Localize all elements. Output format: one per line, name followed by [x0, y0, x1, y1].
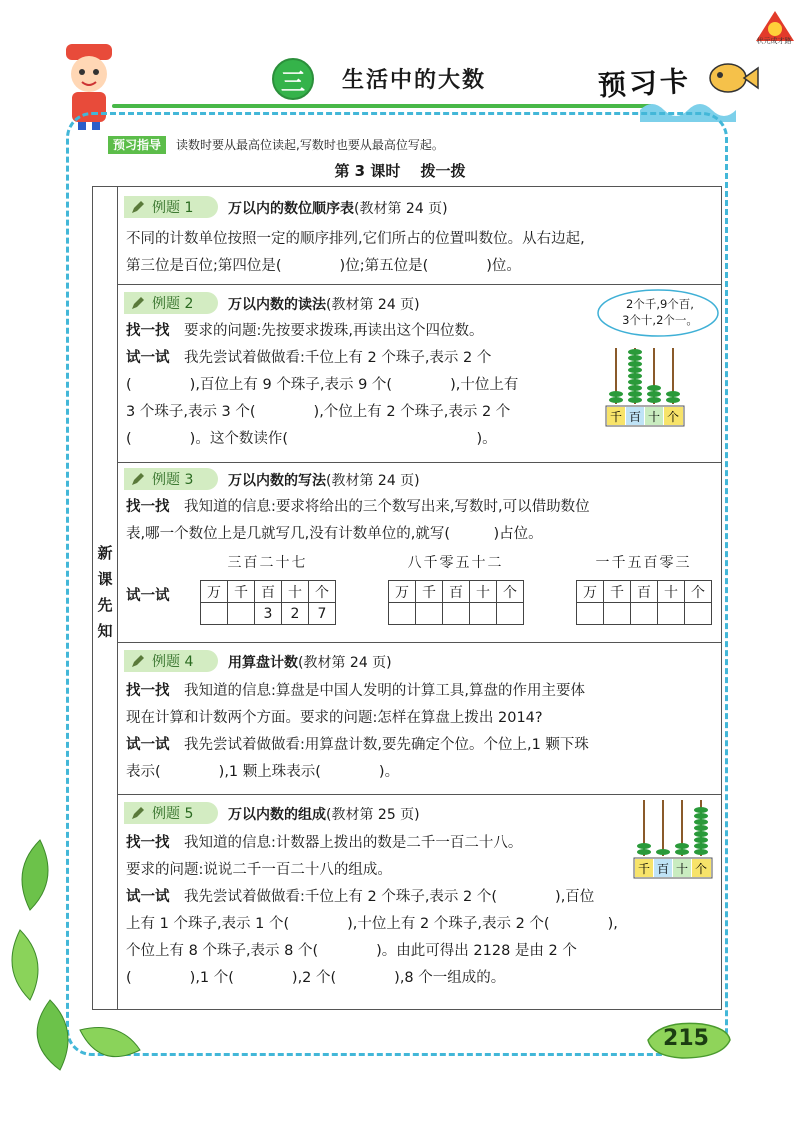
- example-5-tag: 例题 5: [124, 802, 218, 824]
- example-4-title: 用算盘计数(教材第 24 页): [228, 655, 392, 671]
- unit-number-badge: 三: [272, 58, 314, 100]
- page-number: 215: [663, 1026, 709, 1051]
- pencil-icon: [130, 295, 146, 311]
- number-name-3: 一千五百零三: [595, 555, 692, 571]
- section-divider: [118, 284, 722, 285]
- header-divider: [112, 104, 652, 108]
- example-3-title: 万以内数的写法(教材第 24 页): [228, 473, 420, 489]
- abacus-label-ones: 个: [666, 410, 680, 424]
- guide-tag: 预习指导: [108, 136, 166, 154]
- example-2-tag: 例题 2: [124, 292, 218, 314]
- example-5-try: 试一试 我先尝试着做做看:千位上有 2 个珠子,表示 2 个( ),百位 上有 1 个珠子,表示 1 个( ),十位上有 2 个珠子,表示 2 个( ), 个位上有 8 个珠子,表示 8 个( )。由此可得出 2128 是由 2 个 ( ),1 个( ),2 个( ),8 个一组成的。: [126, 889, 618, 986]
- section-divider: [118, 794, 722, 795]
- section-divider: [118, 462, 722, 463]
- pencil-icon: [130, 199, 146, 215]
- brand-name: 状元成才路: [756, 37, 792, 45]
- abacus-label-thousands: 千: [609, 410, 623, 424]
- number-name-2: 八千零五十二: [407, 555, 504, 571]
- example-4-body: 找一找 我知道的信息:算盘是中国人发明的计算工具,算盘的作用主要体 现在计算和计数两个方面。要求的问题:怎样在算盘上拨出 2014? 试一试 我先尝试着做做看:用算盘计数,要先确定个位。个位上,1 颗下珠 表示( ),1 颗上珠表示( )。: [126, 683, 589, 780]
- counting-frame-2128-icon: [604, 344, 686, 428]
- section-label: 新 课 先 知: [97, 544, 113, 640]
- bubble-text: 2个千,9个百, 3个十,2个一。: [622, 297, 698, 327]
- example-1-body: 不同的计数单位按照一定的顺序排列,它们所占的位置叫数位。从右边起, 第三位是百位;第四位是( )位;第五位是( )位。: [126, 231, 585, 274]
- example-3-tag: 例题 3: [124, 468, 218, 490]
- abacus-label-tens: 十: [675, 862, 689, 876]
- lesson-title: 第 3 课时 拨一拨: [334, 162, 466, 180]
- unit-title: 生活中的大数: [342, 68, 487, 93]
- pencil-icon: [130, 653, 146, 669]
- abacus-label-hundreds: 百: [628, 410, 642, 424]
- guide-text: 读数时要从最高位读起,写数时也要从最高位写起。: [176, 138, 444, 152]
- pencil-icon: [130, 471, 146, 487]
- example-3-try-label: 试一试: [126, 588, 170, 604]
- example-3-body: 找一找 我知道的信息:要求将给出的三个数写出来,写数时,可以借助数位 表,哪一个数位上是几就写几,没有计数单位的,就写( )占位。: [126, 499, 590, 542]
- number-name-1: 三百二十七: [227, 555, 308, 571]
- counting-frame-icon: [632, 796, 714, 880]
- section-divider: [118, 642, 722, 643]
- example-2-title: 万以内数的读法(教材第 24 页): [228, 297, 420, 313]
- example-5-title: 万以内数的组成(教材第 25 页): [228, 807, 420, 823]
- example-4-tag: 例题 4: [124, 650, 218, 672]
- example-2-body: 找一找 要求的问题:先按要求拨珠,再读出这个四位数。 试一试 我先尝试着做做看:千位上有 2 个珠子,表示 2 个 ( ),百位上有 9 个珠子,表示 9 个( ),十位上有 3 个珠子,表示 3 个( ),个位上有 2 个珠子,表示 2 个 ( )。这个数读作( )。: [126, 323, 519, 447]
- example-1-tag: 例题 1: [124, 196, 218, 218]
- leaf-decoration-icon: [0, 800, 160, 1122]
- abacus-label-thousands: 千: [637, 862, 651, 876]
- place-value-table-3: 万 千 百 十 个: [576, 580, 712, 625]
- abacus-label-hundreds: 百: [656, 862, 670, 876]
- abacus-label-ones: 个: [694, 862, 708, 876]
- preview-card-label: 预习卡: [597, 64, 692, 103]
- example-1-title: 万以内的数位顺序表(教材第 24 页): [228, 201, 448, 217]
- place-value-table-2: 万 千 百 十 个: [388, 580, 524, 625]
- example-5-find: 找一找 我知道的信息:计数器上拨出的数是二千一百二十八。 要求的问题:说说二千一百二十八的组成。: [126, 835, 523, 878]
- place-value-table-1: 万 千 百 十 个 3 2 7: [200, 580, 336, 625]
- abacus-label-tens: 十: [647, 410, 661, 424]
